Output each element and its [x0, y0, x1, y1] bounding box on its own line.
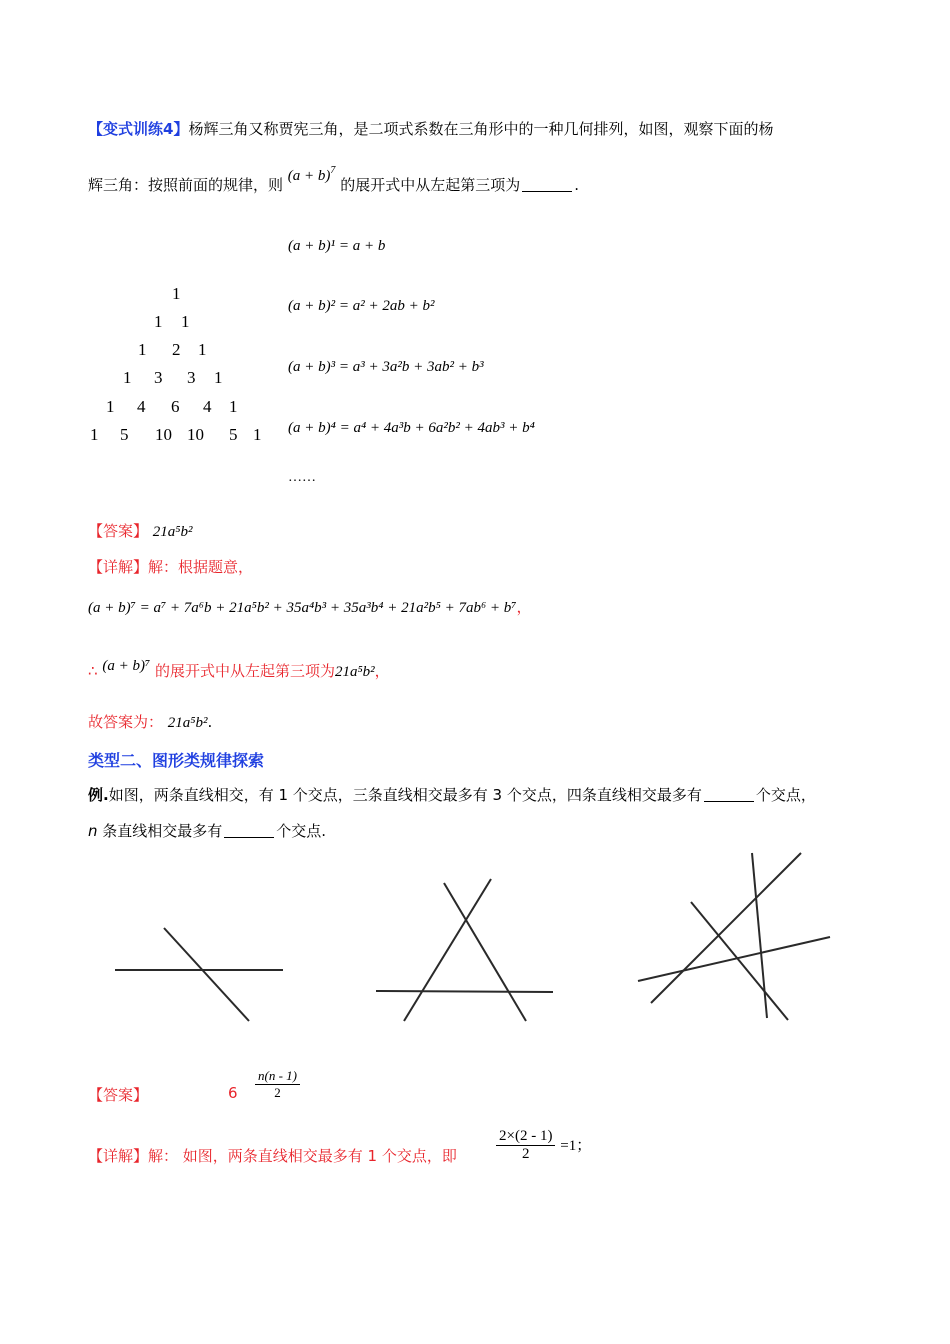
tri-cell: 2: [172, 340, 181, 359]
expansion-1: (a + b)¹ = a + b: [288, 238, 386, 254]
answer-2-tag: 【答案】: [88, 1086, 149, 1104]
expansion-comma: ，: [516, 598, 532, 616]
example-label: 例.: [88, 786, 109, 804]
expansion-4: (a + b)⁴ = a⁴ + 4a³b + 6a²b² + 4ab³ + b⁴: [288, 420, 535, 436]
example-text-1b: 个交点，: [755, 786, 816, 804]
fig3-line-1: [638, 937, 830, 981]
tri-cell: 4: [203, 397, 212, 416]
full-expansion: (a + b)⁷ = a⁷ + 7a⁶b + 21a⁵b² + 35a⁴b³ + 35a³b⁴ + 21a²b⁵ + 7ab⁶ + b⁷: [88, 600, 517, 616]
detail-2-eq: =1；: [560, 1138, 592, 1154]
fraction-denominator: 2: [274, 1085, 281, 1100]
tri-cell: 1: [172, 284, 181, 303]
answer-2-tag-wrap: [88, 1084, 148, 1105]
tri-cell: 1: [229, 397, 238, 416]
tri-cell: 1: [106, 397, 115, 416]
detail-2-tag: 【详解】: [88, 1147, 149, 1165]
tri-cell: 10: [155, 425, 172, 444]
detail-intro: 解：根据题意，: [148, 558, 254, 576]
conclusion-term: 21a⁵b²: [167, 715, 208, 731]
fig2-line-left: [404, 879, 491, 1021]
section-title: 类型二、图形类规律探索: [88, 751, 265, 770]
example-text-2: 条直线相交最多有: [97, 822, 223, 840]
therefore-text: 的展开式中从左起第三项为: [154, 662, 335, 680]
example-text-2c: 个交点.: [276, 822, 327, 840]
tri-cell: 3: [187, 368, 196, 387]
tri-cell: 1: [198, 340, 207, 359]
intro-text-2a: 辉三角：按照前面的规律，则: [88, 176, 284, 194]
tri-cell: 1: [181, 312, 190, 331]
fraction-numerator: n(n - 1): [255, 1068, 300, 1085]
detail-2-numerator: 2×(2 - 1): [496, 1128, 555, 1146]
tri-cell: 1: [123, 368, 132, 387]
therefore-tail: ，: [374, 662, 390, 680]
fig3-line-3: [691, 902, 788, 1020]
expansion-ellipsis: ……: [288, 470, 316, 485]
tri-cell: 10: [187, 425, 204, 444]
intro-end: .: [574, 176, 579, 194]
expansion-2: (a + b)² = a² + 2ab + b²: [288, 298, 435, 314]
tri-cell: 1: [214, 368, 223, 387]
therefore-symbol: ∴: [88, 662, 98, 680]
intro-expr-base: (a + b): [287, 168, 331, 184]
tri-cell: 5: [229, 425, 238, 444]
tri-cell: 1: [90, 425, 99, 444]
example-text-1: 如图，两条直线相交，有 1 个交点，三条直线相交最多有 3 个交点，四条直线相交最多有: [108, 786, 702, 804]
detail-2-line: [88, 1145, 457, 1166]
detail-2-text: 解： 如图，两条直线相交最多有 1 个交点，即: [148, 1147, 457, 1165]
tri-cell: 4: [137, 397, 146, 416]
fig1-line-diagonal: [164, 928, 249, 1021]
conclusion-period: .: [207, 713, 213, 731]
answer-2-fraction: [255, 1068, 300, 1101]
tri-cell: 1: [138, 340, 147, 359]
answer-2-formula: [255, 1068, 300, 1101]
tri-cell: 1: [154, 312, 163, 331]
example-n: n: [88, 822, 98, 840]
tri-cell: 3: [154, 368, 163, 387]
tri-cell: 1: [253, 425, 262, 444]
intro-expr-exp: 7: [330, 165, 336, 176]
fig3-line-4: [752, 853, 767, 1018]
therefore-expr: (a + b)⁷: [102, 658, 151, 674]
conclusion-text: 故答案为：: [88, 713, 164, 731]
exercise-tag: 【变式训练4】: [88, 120, 189, 138]
fig2-line-right: [444, 883, 526, 1021]
answer-value: 21a⁵b²: [152, 524, 193, 540]
fig3-line-2: [651, 853, 801, 1003]
tri-cell: 5: [120, 425, 129, 444]
intro-text-1: 杨辉三角又称贾宪三角，是二项式系数在三角形中的一种几何排列，如图，观察下面的杨: [188, 120, 774, 138]
answer-2-value: 6: [228, 1084, 238, 1102]
therefore-term: 21a⁵b²: [334, 664, 375, 680]
detail-2-denominator: 2: [521, 1146, 530, 1162]
expansion-3: (a + b)³ = a³ + 3a²b + 3ab² + b³: [288, 359, 484, 375]
detail-2-formula: [496, 1128, 591, 1163]
tri-cell: 6: [171, 397, 180, 416]
answer-tag: 【答案】: [88, 522, 149, 540]
intro-text-2b: 的展开式中从左起第三项为: [340, 176, 521, 194]
fig2-line-base: [376, 991, 553, 992]
detail-tag: 【详解】: [88, 558, 149, 576]
detail-2-fraction: [496, 1128, 555, 1163]
